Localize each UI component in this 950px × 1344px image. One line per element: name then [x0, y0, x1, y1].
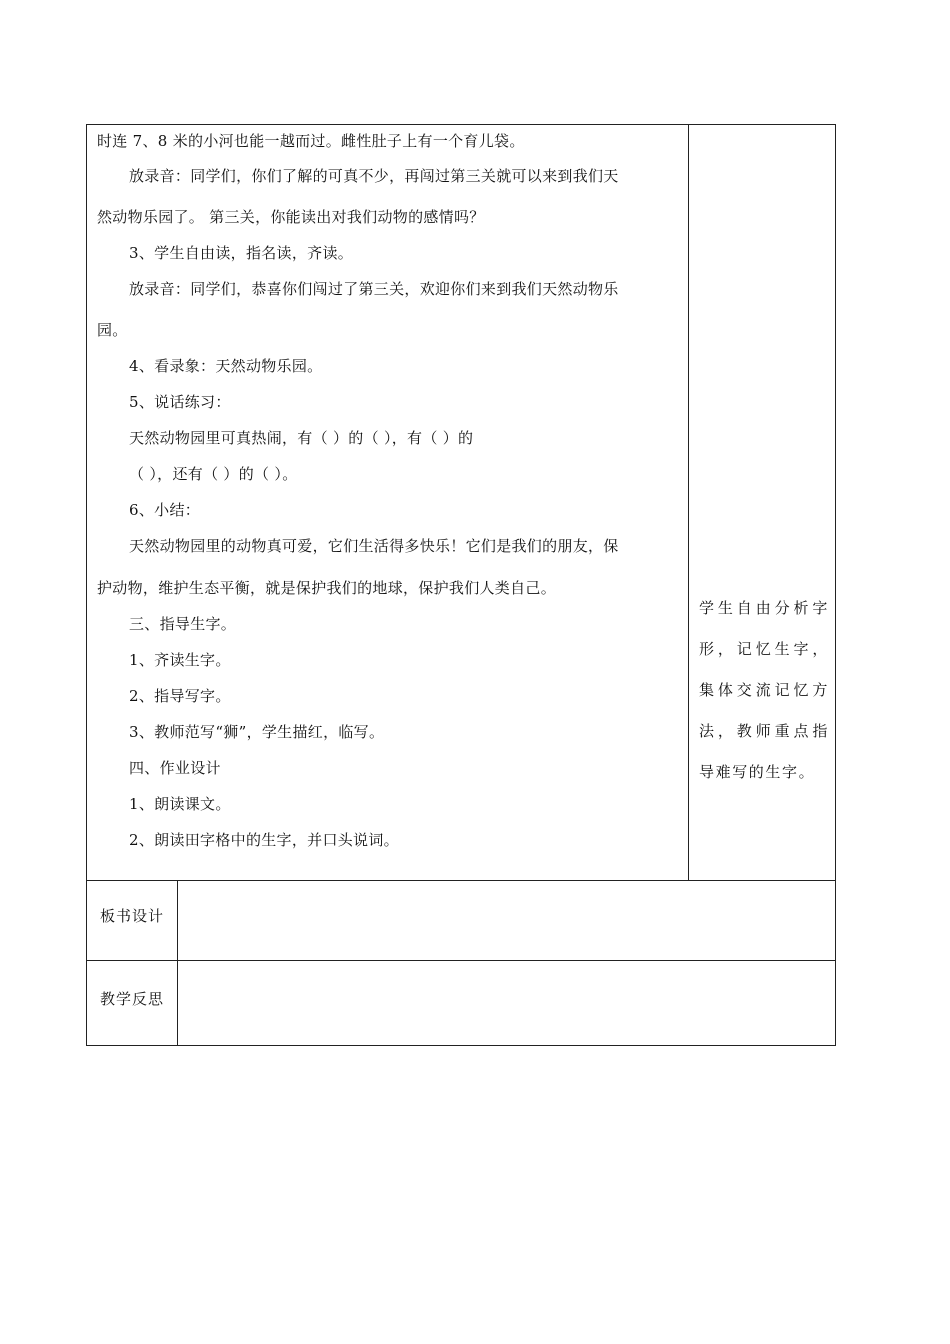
lesson-line: 时连 7、8 米的小河也能一越而过。雌性肚子上有一个育儿袋。 [97, 132, 525, 150]
row-divider [87, 960, 835, 961]
lesson-line: 6、小结： [129, 501, 201, 519]
lesson-line: 护动物，维护生态平衡，就是保护我们的地球，保护我们人类自己。 [97, 579, 557, 597]
lesson-line: 天然动物园里的动物真可爱，它们生活得多快乐！它们是我们的朋友，保 [129, 537, 619, 555]
lesson-line: 4、看录象：天然动物乐园。 [129, 357, 323, 375]
lesson-line: 放录音：同学们，你们了解的可真不少，再闯过第三关就可以来到我们天 [129, 167, 619, 185]
lesson-line: （ ），还有（ ）的（ ）。 [129, 465, 298, 483]
lesson-line: 2、指导写字。 [129, 687, 231, 705]
column-divider [177, 880, 178, 1045]
lesson-line: 3、学生自由读，指名读，齐读。 [129, 244, 354, 262]
lesson-plan-table [86, 124, 836, 1046]
lesson-line: 四、作业设计 [129, 759, 221, 777]
side-note-text: 学生自由分析字形，记忆生字，集体交流记忆方法，教师重点指导难写的生字。 [699, 599, 829, 781]
lesson-line: 2、朗读田字格中的生字，并口头说词。 [129, 831, 399, 849]
lesson-line: 1、朗读课文。 [129, 795, 231, 813]
board-design-label: 板书设计 [99, 907, 164, 925]
lesson-line: 园。 [97, 321, 128, 339]
row-divider [87, 880, 835, 881]
lesson-content-cell [87, 125, 689, 880]
lesson-line: 放录音：同学们，恭喜你们闯过了第三关，欢迎你们来到我们天然动物乐 [129, 280, 619, 298]
lesson-line: 三、指导生字。 [129, 615, 237, 633]
lesson-line: 天然动物园里可真热闹，有（ ）的（ ），有（ ）的 [129, 429, 474, 447]
lesson-line: 然动物乐园了。 第三关，你能读出对我们动物的感情吗？ [97, 208, 485, 226]
side-note-cell [689, 125, 835, 880]
lesson-line: 3、教师范写“狮”，学生描红，临写。 [129, 723, 385, 741]
teaching-reflection-label: 教学反思 [99, 990, 164, 1008]
lesson-line: 5、说话练习： [129, 393, 231, 411]
lesson-line: 1、齐读生字。 [129, 651, 231, 669]
